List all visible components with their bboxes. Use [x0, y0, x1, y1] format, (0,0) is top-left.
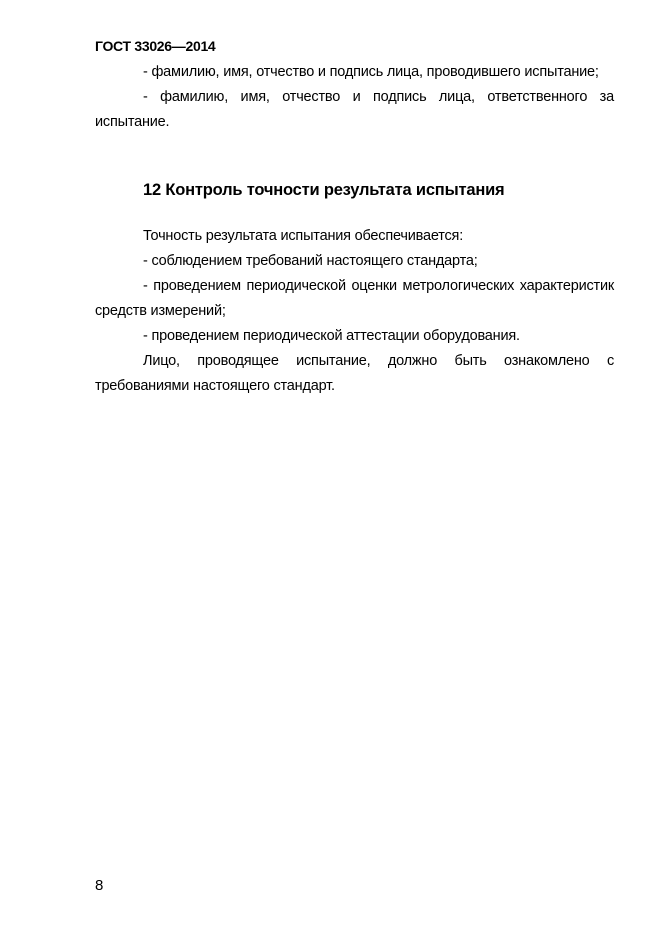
list-item: - фамилию, имя, отчество и подпись лица, проводившего испытание; [143, 64, 599, 80]
signature-requirements-list [95, 60, 614, 135]
list-item: - фамилию, имя, отчество и подпись лица, ответственного за испытание. [95, 89, 614, 130]
section-body [95, 224, 614, 399]
list-item: - проведением периодической оценки метрологических характеристик средств измерений; [95, 278, 614, 319]
list-item: - проведением периодической аттестации оборудования. [143, 328, 520, 344]
paragraph: Лицо, проводящее испытание, должно быть ознакомлено с требованиями настоящего стандарт. [95, 353, 614, 394]
page-number: 8 [95, 877, 104, 894]
section-heading: 12 Контроль точности результата испытания [143, 181, 505, 199]
document-code-header: ГОСТ 33026—2014 [95, 38, 216, 54]
list-item: - соблюдением требований настоящего стандарта; [143, 253, 478, 269]
paragraph: Точность результата испытания обеспечивается: [143, 228, 464, 244]
